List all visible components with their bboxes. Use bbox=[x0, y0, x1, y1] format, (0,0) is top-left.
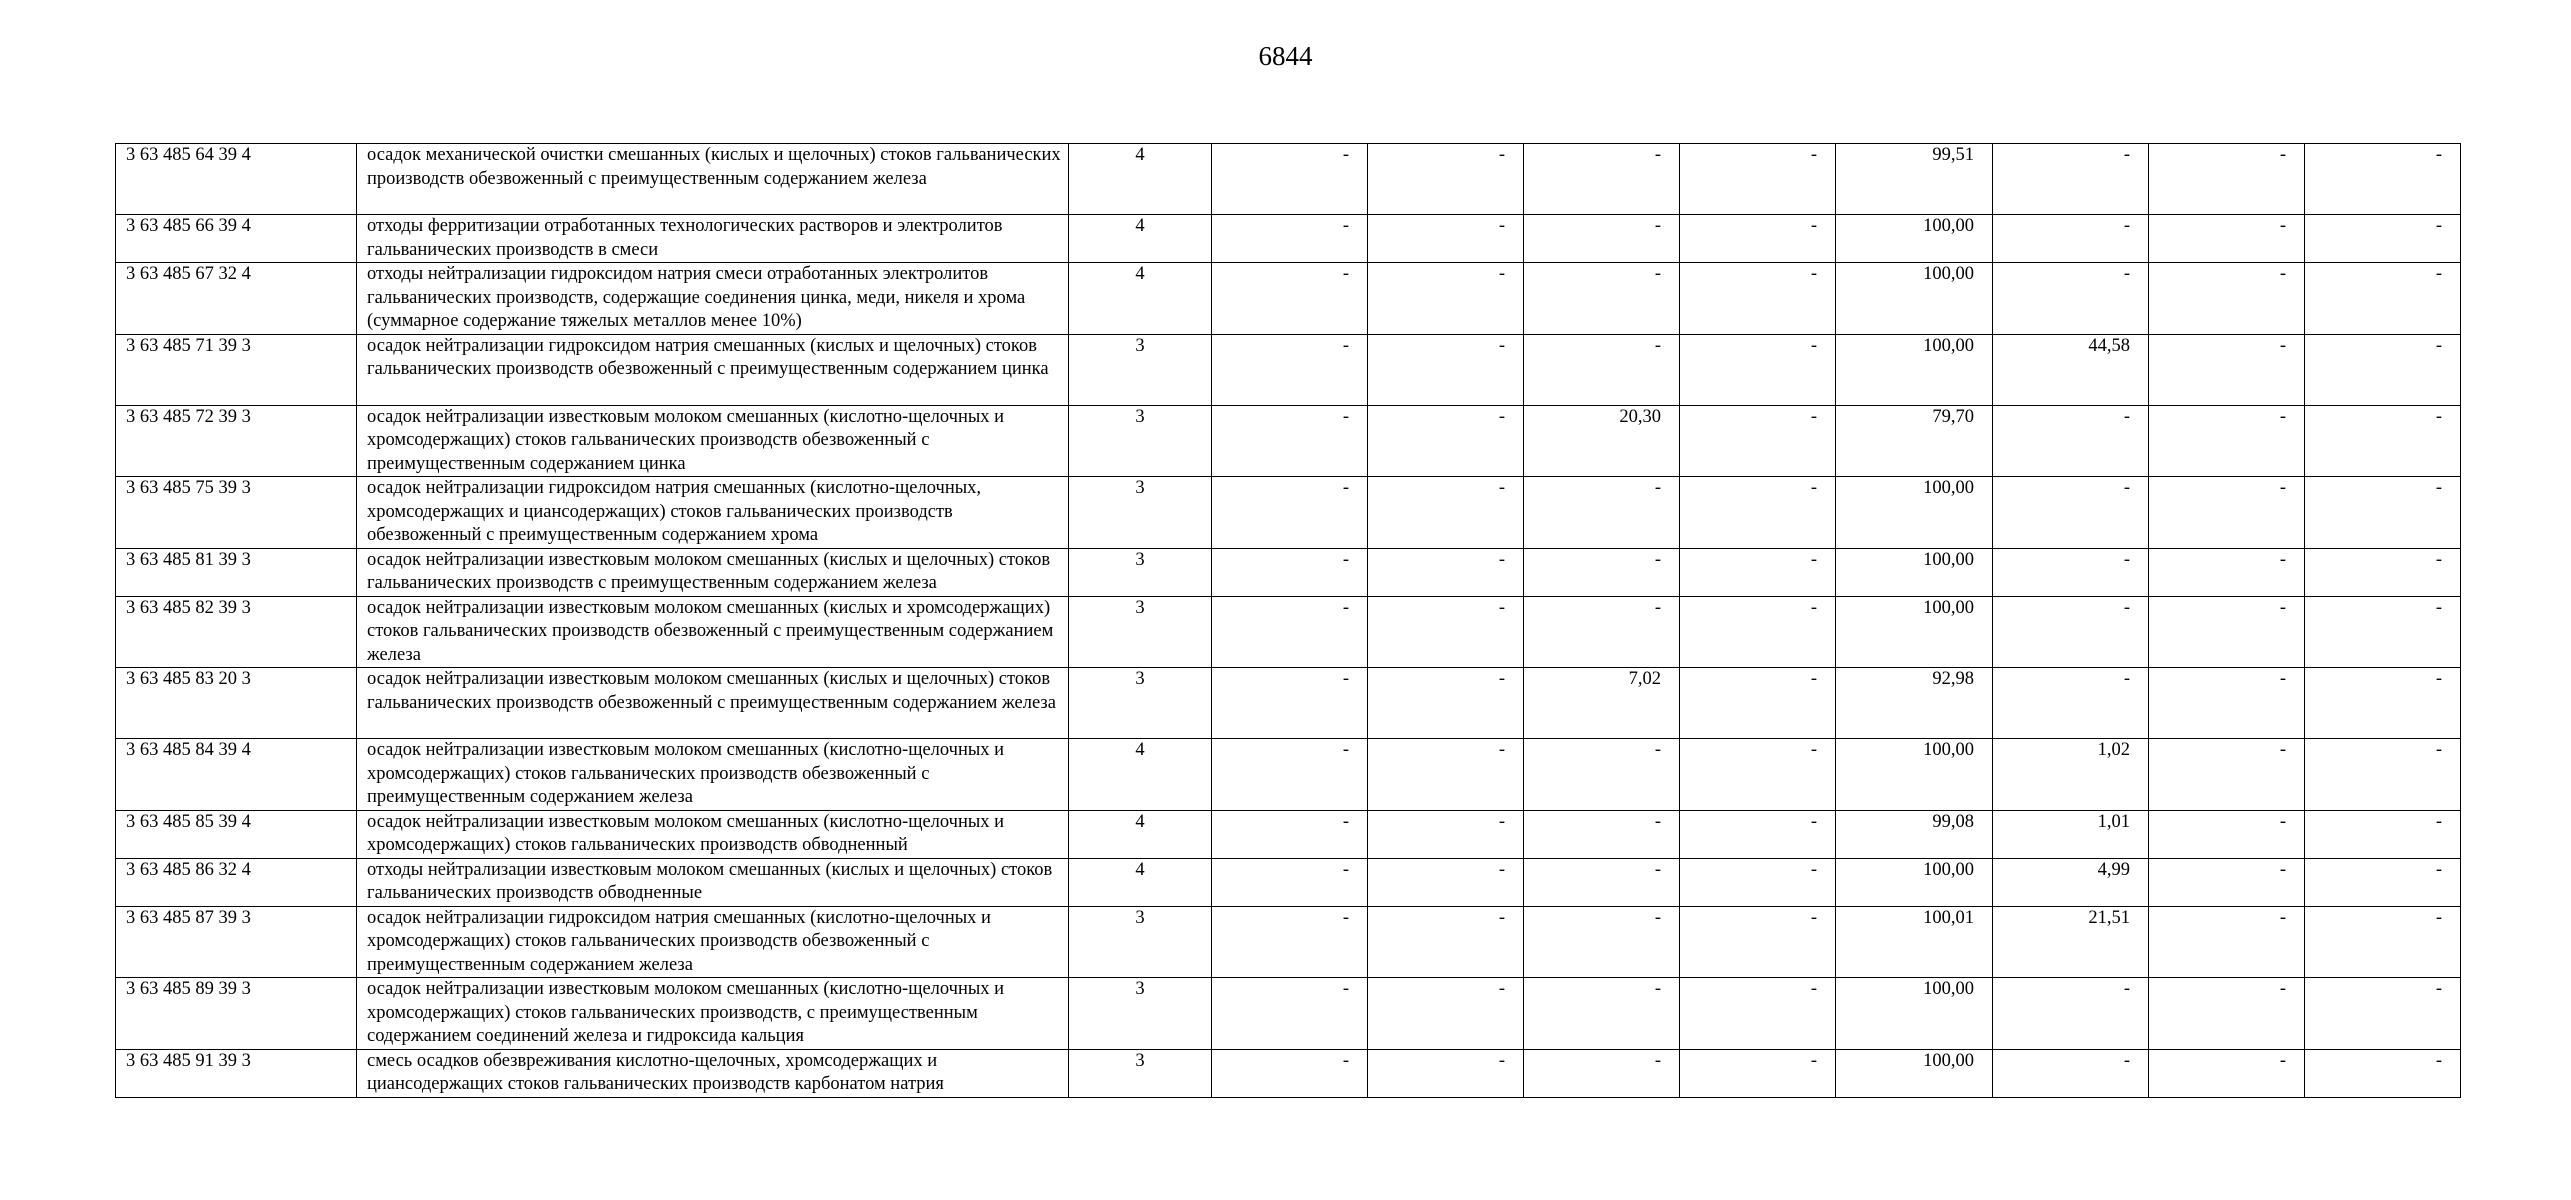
value-cell-3: - bbox=[1524, 810, 1680, 858]
value-cell-4: - bbox=[1680, 144, 1836, 215]
hazard-class-cell: 4 bbox=[1069, 858, 1212, 906]
waste-code-cell: 3 63 485 71 39 3 bbox=[116, 334, 357, 405]
value-cell-6: - bbox=[1993, 668, 2149, 739]
value-cell-7: - bbox=[2149, 477, 2305, 549]
waste-code-cell: 3 63 485 72 39 3 bbox=[116, 405, 357, 477]
value-cell-5: 92,98 bbox=[1836, 668, 1993, 739]
waste-name-cell: осадок нейтрализации известковым молоком смешанных (кислых и хромсодержащих) стоков гальванических производств обезвоженный с преимущественным содержанием железа bbox=[357, 596, 1069, 668]
value-cell-7: - bbox=[2149, 906, 2305, 978]
value-cell-1: - bbox=[1212, 668, 1368, 739]
value-cell-7: - bbox=[2149, 858, 2305, 906]
value-cell-1: - bbox=[1212, 477, 1368, 549]
value-cell-2: - bbox=[1368, 144, 1524, 215]
value-cell-6: - bbox=[1993, 477, 2149, 549]
value-cell-1: - bbox=[1212, 596, 1368, 668]
value-cell-8: - bbox=[2305, 739, 2461, 811]
value-cell-7: - bbox=[2149, 810, 2305, 858]
waste-code-cell: 3 63 485 89 39 3 bbox=[116, 978, 357, 1050]
value-cell-4: - bbox=[1680, 596, 1836, 668]
value-cell-2: - bbox=[1368, 906, 1524, 978]
value-cell-2: - bbox=[1368, 810, 1524, 858]
value-cell-7: - bbox=[2149, 1049, 2305, 1097]
value-cell-3: - bbox=[1524, 739, 1680, 811]
value-cell-4: - bbox=[1680, 334, 1836, 405]
value-cell-6: - bbox=[1993, 263, 2149, 335]
value-cell-2: - bbox=[1368, 858, 1524, 906]
value-cell-8: - bbox=[2305, 144, 2461, 215]
value-cell-1: - bbox=[1212, 739, 1368, 811]
table-row bbox=[116, 906, 2461, 978]
waste-code-cell: 3 63 485 67 32 4 bbox=[116, 263, 357, 335]
value-cell-6: - bbox=[1993, 978, 2149, 1050]
waste-code-cell: 3 63 485 64 39 4 bbox=[116, 144, 357, 215]
value-cell-4: - bbox=[1680, 668, 1836, 739]
value-cell-4: - bbox=[1680, 548, 1836, 596]
table-row bbox=[116, 1049, 2461, 1097]
value-cell-8: - bbox=[2305, 215, 2461, 263]
value-cell-8: - bbox=[2305, 858, 2461, 906]
table-row bbox=[116, 263, 2461, 335]
page-number: 6844 bbox=[1258, 41, 1313, 71]
value-cell-6: 44,58 bbox=[1993, 334, 2149, 405]
hazard-class-cell: 3 bbox=[1069, 668, 1212, 739]
value-cell-8: - bbox=[2305, 906, 2461, 978]
value-cell-6: - bbox=[1993, 596, 2149, 668]
waste-name-cell: осадок нейтрализации известковым молоком смешанных (кислотно-щелочных и хромсодержащих) стоков гальванических производств обезвоженный с преимущественным содержанием цинка bbox=[357, 405, 1069, 477]
waste-name-cell: смесь осадков обезвреживания кислотно-щелочных, хромсодержащих и циансодержащих стоков гальванических производств карбонатом натрия bbox=[357, 1049, 1069, 1097]
waste-code-cell: 3 63 485 83 20 3 bbox=[116, 668, 357, 739]
table-row bbox=[116, 668, 2461, 739]
value-cell-3: - bbox=[1524, 477, 1680, 549]
waste-name-cell: отходы ферритизации отработанных технологических растворов и электролитов гальванических производств в смеси bbox=[357, 215, 1069, 263]
table-row bbox=[116, 144, 2461, 215]
waste-name-cell: осадок нейтрализации известковым молоком смешанных (кислых и щелочных) стоков гальванических производств обезвоженный с преимущественным содержанием железа bbox=[357, 668, 1069, 739]
value-cell-3: 7,02 bbox=[1524, 668, 1680, 739]
value-cell-3: - bbox=[1524, 215, 1680, 263]
value-cell-8: - bbox=[2305, 668, 2461, 739]
hazard-class-cell: 3 bbox=[1069, 1049, 1212, 1097]
value-cell-4: - bbox=[1680, 263, 1836, 335]
value-cell-5: 99,08 bbox=[1836, 810, 1993, 858]
value-cell-1: - bbox=[1212, 215, 1368, 263]
value-cell-4: - bbox=[1680, 810, 1836, 858]
hazard-class-cell: 4 bbox=[1069, 215, 1212, 263]
waste-name-cell: отходы нейтрализации известковым молоком смешанных (кислых и щелочных) стоков гальванических производств обводненные bbox=[357, 858, 1069, 906]
hazard-class-cell: 3 bbox=[1069, 978, 1212, 1050]
value-cell-6: 4,99 bbox=[1993, 858, 2149, 906]
table-row bbox=[116, 596, 2461, 668]
value-cell-6: - bbox=[1993, 405, 2149, 477]
hazard-class-cell: 3 bbox=[1069, 596, 1212, 668]
hazard-class-cell: 3 bbox=[1069, 334, 1212, 405]
hazard-class-cell: 3 bbox=[1069, 405, 1212, 477]
value-cell-5: 100,00 bbox=[1836, 334, 1993, 405]
value-cell-3: - bbox=[1524, 1049, 1680, 1097]
value-cell-1: - bbox=[1212, 906, 1368, 978]
value-cell-7: - bbox=[2149, 334, 2305, 405]
value-cell-8: - bbox=[2305, 596, 2461, 668]
value-cell-8: - bbox=[2305, 1049, 2461, 1097]
value-cell-7: - bbox=[2149, 739, 2305, 811]
waste-code-cell: 3 63 485 91 39 3 bbox=[116, 1049, 357, 1097]
value-cell-2: - bbox=[1368, 548, 1524, 596]
value-cell-7: - bbox=[2149, 215, 2305, 263]
hazard-class-cell: 4 bbox=[1069, 144, 1212, 215]
value-cell-7: - bbox=[2149, 405, 2305, 477]
value-cell-1: - bbox=[1212, 858, 1368, 906]
waste-code-cell: 3 63 485 87 39 3 bbox=[116, 906, 357, 978]
value-cell-7: - bbox=[2149, 596, 2305, 668]
hazard-class-cell: 4 bbox=[1069, 810, 1212, 858]
waste-code-cell: 3 63 485 75 39 3 bbox=[116, 477, 357, 549]
value-cell-3: - bbox=[1524, 906, 1680, 978]
value-cell-1: - bbox=[1212, 1049, 1368, 1097]
value-cell-4: - bbox=[1680, 978, 1836, 1050]
value-cell-8: - bbox=[2305, 334, 2461, 405]
value-cell-3: - bbox=[1524, 548, 1680, 596]
waste-name-cell: отходы нейтрализации гидроксидом натрия смеси отработанных электролитов гальванических производств, содержащие соединения цинка, меди, никеля и хрома (суммарное содержание тяжелых металлов менее 10%) bbox=[357, 263, 1069, 335]
waste-name-cell: осадок нейтрализации известковым молоком смешанных (кислотно-щелочных и хромсодержащих) стоков гальванических производств обезвоженный с преимущественным содержанием железа bbox=[357, 739, 1069, 811]
value-cell-7: - bbox=[2149, 263, 2305, 335]
value-cell-8: - bbox=[2305, 477, 2461, 549]
value-cell-4: - bbox=[1680, 405, 1836, 477]
value-cell-2: - bbox=[1368, 978, 1524, 1050]
value-cell-8: - bbox=[2305, 263, 2461, 335]
waste-code-cell: 3 63 485 82 39 3 bbox=[116, 596, 357, 668]
value-cell-4: - bbox=[1680, 739, 1836, 811]
value-cell-5: 100,00 bbox=[1836, 1049, 1993, 1097]
value-cell-8: - bbox=[2305, 810, 2461, 858]
value-cell-2: - bbox=[1368, 477, 1524, 549]
value-cell-6: 1,01 bbox=[1993, 810, 2149, 858]
table-row bbox=[116, 405, 2461, 477]
value-cell-6: 21,51 bbox=[1993, 906, 2149, 978]
value-cell-6: 1,02 bbox=[1993, 739, 2149, 811]
value-cell-1: - bbox=[1212, 810, 1368, 858]
value-cell-6: - bbox=[1993, 548, 2149, 596]
table-row bbox=[116, 810, 2461, 858]
value-cell-6: - bbox=[1993, 215, 2149, 263]
value-cell-2: - bbox=[1368, 739, 1524, 811]
value-cell-2: - bbox=[1368, 1049, 1524, 1097]
value-cell-5: 100,00 bbox=[1836, 263, 1993, 335]
hazard-class-cell: 3 bbox=[1069, 548, 1212, 596]
value-cell-4: - bbox=[1680, 1049, 1836, 1097]
waste-classification-table bbox=[115, 143, 2461, 1098]
value-cell-4: - bbox=[1680, 858, 1836, 906]
value-cell-5: 79,70 bbox=[1836, 405, 1993, 477]
waste-code-cell: 3 63 485 84 39 4 bbox=[116, 739, 357, 811]
value-cell-4: - bbox=[1680, 477, 1836, 549]
table-row bbox=[116, 739, 2461, 811]
value-cell-5: 100,00 bbox=[1836, 858, 1993, 906]
value-cell-7: - bbox=[2149, 548, 2305, 596]
table-row bbox=[116, 215, 2461, 263]
value-cell-1: - bbox=[1212, 334, 1368, 405]
value-cell-8: - bbox=[2305, 405, 2461, 477]
value-cell-6: - bbox=[1993, 144, 2149, 215]
value-cell-2: - bbox=[1368, 215, 1524, 263]
value-cell-2: - bbox=[1368, 405, 1524, 477]
value-cell-5: 100,01 bbox=[1836, 906, 1993, 978]
value-cell-3: 20,30 bbox=[1524, 405, 1680, 477]
waste-code-cell: 3 63 485 85 39 4 bbox=[116, 810, 357, 858]
waste-name-cell: осадок механической очистки смешанных (кислых и щелочных) стоков гальванических производств обезвоженный с преимущественным содержанием железа bbox=[357, 144, 1069, 215]
waste-code-cell: 3 63 485 66 39 4 bbox=[116, 215, 357, 263]
waste-code-cell: 3 63 485 81 39 3 bbox=[116, 548, 357, 596]
table-row bbox=[116, 978, 2461, 1050]
value-cell-3: - bbox=[1524, 978, 1680, 1050]
waste-name-cell: осадок нейтрализации гидроксидом натрия смешанных (кислых и щелочных) стоков гальванических производств обезвоженный с преимущественным содержанием цинка bbox=[357, 334, 1069, 405]
value-cell-5: 100,00 bbox=[1836, 978, 1993, 1050]
table-row bbox=[116, 858, 2461, 906]
value-cell-5: 100,00 bbox=[1836, 596, 1993, 668]
value-cell-5: 100,00 bbox=[1836, 739, 1993, 811]
value-cell-5: 100,00 bbox=[1836, 215, 1993, 263]
value-cell-4: - bbox=[1680, 906, 1836, 978]
table-row bbox=[116, 548, 2461, 596]
value-cell-1: - bbox=[1212, 405, 1368, 477]
value-cell-2: - bbox=[1368, 668, 1524, 739]
table-row bbox=[116, 477, 2461, 549]
value-cell-4: - bbox=[1680, 215, 1836, 263]
value-cell-2: - bbox=[1368, 334, 1524, 405]
value-cell-1: - bbox=[1212, 548, 1368, 596]
value-cell-3: - bbox=[1524, 144, 1680, 215]
table-row bbox=[116, 334, 2461, 405]
waste-name-cell: осадок нейтрализации известковым молоком смешанных (кислотно-щелочных и хромсодержащих) стоков гальванических производств, с преимущественным содержанием соединений железа и гидроксида кальция bbox=[357, 978, 1069, 1050]
hazard-class-cell: 4 bbox=[1069, 739, 1212, 811]
value-cell-7: - bbox=[2149, 978, 2305, 1050]
hazard-class-cell: 3 bbox=[1069, 477, 1212, 549]
value-cell-3: - bbox=[1524, 596, 1680, 668]
waste-name-cell: осадок нейтрализации известковым молоком смешанных (кислотно-щелочных и хромсодержащих) стоков гальванических производств обводненный bbox=[357, 810, 1069, 858]
value-cell-2: - bbox=[1368, 596, 1524, 668]
value-cell-5: 100,00 bbox=[1836, 548, 1993, 596]
value-cell-3: - bbox=[1524, 334, 1680, 405]
value-cell-3: - bbox=[1524, 263, 1680, 335]
waste-code-cell: 3 63 485 86 32 4 bbox=[116, 858, 357, 906]
value-cell-8: - bbox=[2305, 978, 2461, 1050]
value-cell-1: - bbox=[1212, 144, 1368, 215]
value-cell-5: 100,00 bbox=[1836, 477, 1993, 549]
value-cell-5: 99,51 bbox=[1836, 144, 1993, 215]
waste-name-cell: осадок нейтрализации гидроксидом натрия смешанных (кислотно-щелочных, хромсодержащих и циансодержащих) стоков гальванических производств обезвоженный с преимущественным содержанием хрома bbox=[357, 477, 1069, 549]
waste-name-cell: осадок нейтрализации известковым молоком смешанных (кислых и щелочных) стоков гальванических производств с преимущественным содержанием железа bbox=[357, 548, 1069, 596]
value-cell-2: - bbox=[1368, 263, 1524, 335]
value-cell-3: - bbox=[1524, 858, 1680, 906]
value-cell-7: - bbox=[2149, 144, 2305, 215]
hazard-class-cell: 4 bbox=[1069, 263, 1212, 335]
hazard-class-cell: 3 bbox=[1069, 906, 1212, 978]
table-body bbox=[116, 144, 2461, 1098]
value-cell-7: - bbox=[2149, 668, 2305, 739]
value-cell-6: - bbox=[1993, 1049, 2149, 1097]
waste-name-cell: осадок нейтрализации гидроксидом натрия смешанных (кислотно-щелочных и хромсодержащих) стоков гальванических производств обезвоженный с преимущественным содержанием железа bbox=[357, 906, 1069, 978]
value-cell-8: - bbox=[2305, 548, 2461, 596]
value-cell-1: - bbox=[1212, 263, 1368, 335]
value-cell-1: - bbox=[1212, 978, 1368, 1050]
